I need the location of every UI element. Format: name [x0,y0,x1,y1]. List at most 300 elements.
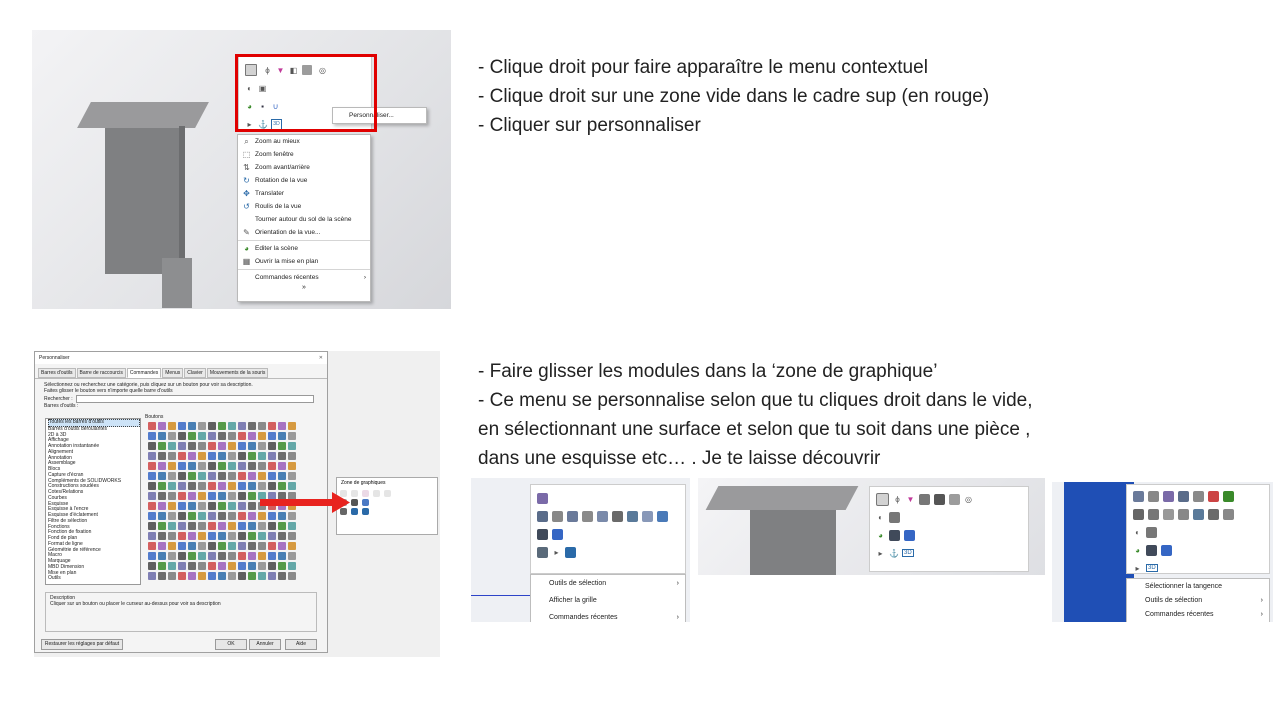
command-button-icon[interactable] [168,502,176,510]
category-item[interactable]: Annotation [48,454,72,461]
command-button-icon[interactable] [198,532,206,540]
command-button-icon[interactable] [198,492,206,500]
command-button-icon[interactable] [238,522,246,530]
command-button-icon[interactable] [168,532,176,540]
command-button-icon[interactable] [198,512,206,520]
dialog-tab[interactable]: Clavier [184,368,206,378]
dialog-tab[interactable]: Commandes [127,368,161,378]
command-button-icon[interactable] [218,442,226,450]
cancel-button[interactable]: Annuler [249,639,281,650]
command-button-icon[interactable] [248,512,256,520]
command-button-icon[interactable] [168,522,176,530]
command-button-icon[interactable] [168,442,176,450]
command-button-icon[interactable] [228,532,236,540]
command-button-icon[interactable] [238,482,246,490]
command-button-icon[interactable] [148,562,156,570]
command-button-icon[interactable] [258,472,266,480]
view-icon[interactable]: ◧ [289,65,298,75]
command-button-icon[interactable] [238,542,246,550]
command-button-icon[interactable] [168,492,176,500]
command-button-icon[interactable] [268,522,276,530]
command-button-icon[interactable] [148,502,156,510]
command-button-icon[interactable] [158,532,166,540]
command-button-icon[interactable] [288,522,296,530]
command-button-icon[interactable] [288,442,296,450]
command-button-icon[interactable] [248,552,256,560]
command-button-icon[interactable] [158,482,166,490]
command-button-icon[interactable] [188,482,196,490]
command-button-icon[interactable] [158,512,166,520]
command-button-icon[interactable] [188,492,196,500]
context-menu-item[interactable] [238,187,370,200]
command-button-icon[interactable] [228,502,236,510]
command-button-icon[interactable] [178,482,186,490]
command-button-icon[interactable] [218,422,226,430]
command-button-icon[interactable] [218,432,226,440]
lasso-icon[interactable]: ϕ [265,65,270,75]
command-button-icon[interactable] [208,562,216,570]
command-button-icon[interactable] [218,562,226,570]
command-button-icon[interactable] [288,542,296,550]
command-button-icon[interactable] [258,462,266,470]
command-button-icon[interactable] [208,512,216,520]
command-button-icon[interactable] [148,442,156,450]
appearance-icon[interactable]: ◕ [247,101,252,111]
category-item[interactable]: Affichage [48,437,69,444]
command-button-icon[interactable] [288,482,296,490]
command-button-icon[interactable] [268,442,276,450]
command-button-icon[interactable] [228,492,236,500]
command-button-icon[interactable] [148,472,156,480]
category-item[interactable]: Format de ligne [48,540,83,547]
command-button-icon[interactable] [258,552,266,560]
command-button-icon[interactable] [158,422,166,430]
command-button-icon[interactable] [228,522,236,530]
category-item[interactable]: Toutes les barres d'outils [48,419,140,427]
category-item[interactable]: Géométrie de référence [48,546,101,553]
command-button-icon[interactable] [158,562,166,570]
command-button-icon[interactable] [208,452,216,460]
command-button-icon[interactable] [178,552,186,560]
command-button-icon[interactable] [208,472,216,480]
command-button-icon[interactable] [208,572,216,580]
command-button-icon[interactable] [278,432,286,440]
command-button-icon[interactable] [278,462,286,470]
category-item[interactable]: Assemblage [48,460,76,467]
context-menu-item[interactable] [531,592,685,609]
category-item[interactable]: 2D à 3D [48,431,67,438]
command-button-icon[interactable] [248,452,256,460]
command-button-icon[interactable] [228,472,236,480]
help-button[interactable]: Aide [285,639,317,650]
command-button-icon[interactable] [178,472,186,480]
command-button-icon[interactable] [218,552,226,560]
command-button-icon[interactable] [208,482,216,490]
magnet-icon[interactable]: ∪ [272,101,279,111]
category-item[interactable]: Annotation instantanée [48,443,100,449]
context-menu-item[interactable] [238,135,370,148]
command-button-icon[interactable] [148,572,156,580]
category-item[interactable]: Cotes/Relations [48,489,84,495]
command-button-icon[interactable] [168,562,176,570]
command-button-icon[interactable] [148,522,156,530]
command-button-icon[interactable] [158,432,166,440]
search-input[interactable] [76,395,314,403]
command-button-icon[interactable] [238,532,246,540]
command-button-icon[interactable] [168,432,176,440]
command-button-icon[interactable] [188,462,196,470]
command-button-icon[interactable] [188,552,196,560]
context-menu-item[interactable] [238,271,370,284]
command-button-icon[interactable] [258,522,266,530]
command-button-icon[interactable] [148,452,156,460]
command-button-icon[interactable] [148,552,156,560]
dialog-tab[interactable]: Barres d'outils [38,368,76,378]
command-button-icon[interactable] [228,442,236,450]
command-button-icon[interactable] [178,422,186,430]
command-button-icon[interactable] [198,442,206,450]
command-button-icon[interactable] [178,532,186,540]
command-button-icon[interactable] [228,432,236,440]
category-item[interactable]: Esquisse d'éclatement [48,512,98,518]
command-button-icon[interactable] [208,532,216,540]
command-button-icon[interactable] [238,572,246,580]
command-button-icon[interactable] [278,562,286,570]
command-button-icon[interactable] [218,502,226,510]
context-menu-item[interactable] [1127,607,1269,621]
command-button-icon[interactable] [228,462,236,470]
command-button-icon[interactable] [168,472,176,480]
command-button-icon[interactable] [168,512,176,520]
command-button-icon[interactable] [288,562,296,570]
command-button-icon[interactable] [178,522,186,530]
command-button-icon[interactable] [278,542,286,550]
category-item[interactable]: Esquisse à l'encre [48,506,89,513]
command-button-icon[interactable] [288,432,296,440]
command-button-icon[interactable] [268,552,276,560]
command-button-icon[interactable] [188,452,196,460]
command-button-icon[interactable] [198,552,206,560]
command-button-icon[interactable] [158,462,166,470]
command-button-icon[interactable] [228,552,236,560]
command-button-icon[interactable] [258,432,266,440]
3d-icon[interactable]: 3D [1148,565,1156,571]
category-item[interactable]: Mise en plan [48,569,77,576]
magnify-icon[interactable]: ◎ [319,65,326,75]
command-button-icon[interactable] [198,482,206,490]
close-icon[interactable]: ✕ [318,355,323,361]
command-button-icon[interactable] [208,462,216,470]
command-button-icon[interactable] [248,572,256,580]
command-button-icon[interactable] [238,552,246,560]
command-button-icon[interactable] [178,492,186,500]
command-button-icon[interactable] [168,452,176,460]
command-button-icon[interactable] [218,492,226,500]
command-button-icon[interactable] [278,522,286,530]
command-button-icon[interactable] [188,442,196,450]
command-button-icon[interactable] [168,552,176,560]
command-button-icon[interactable] [148,482,156,490]
command-button-icon[interactable] [268,432,276,440]
command-button-icon[interactable] [198,562,206,570]
command-button-icon[interactable] [268,422,276,430]
command-button-icon[interactable] [268,452,276,460]
command-button-icon[interactable] [178,542,186,550]
command-button-icon[interactable] [238,502,246,510]
command-button-icon[interactable] [178,572,186,580]
category-item[interactable]: Capture d'écran [48,471,84,478]
command-button-icon[interactable] [208,422,216,430]
command-button-icon[interactable] [208,502,216,510]
command-button-icon[interactable] [278,552,286,560]
command-button-icon[interactable] [148,432,156,440]
command-button-icon[interactable] [148,462,156,470]
ok-button[interactable]: OK [215,639,247,650]
command-button-icon[interactable] [208,522,216,530]
command-button-icon[interactable] [238,492,246,500]
command-button-icon[interactable] [168,422,176,430]
command-button-icon[interactable] [208,542,216,550]
category-item[interactable]: Constructions soudées [48,483,99,490]
command-button-icon[interactable] [188,542,196,550]
command-button-icon[interactable] [278,482,286,490]
command-button-icon[interactable] [248,532,256,540]
filter-icon[interactable]: ▼ [276,65,285,75]
command-button-icon[interactable] [268,542,276,550]
command-button-icon[interactable] [278,472,286,480]
context-menu-item[interactable] [531,609,685,622]
command-button-icon[interactable] [218,462,226,470]
context-menu-item[interactable] [238,226,370,239]
dialog-tab[interactable]: Menus [162,368,183,378]
command-button-icon[interactable] [198,522,206,530]
command-button-icon[interactable] [198,422,206,430]
command-button-icon[interactable] [188,572,196,580]
command-button-icon[interactable] [248,522,256,530]
command-button-icon[interactable] [158,452,166,460]
command-button-icon[interactable] [288,462,296,470]
command-button-icon[interactable] [228,452,236,460]
command-button-icon[interactable] [158,552,166,560]
command-button-icon[interactable] [188,562,196,570]
more-items-icon[interactable]: » [302,284,306,291]
3d-icon[interactable]: 3D [904,550,912,556]
category-list[interactable] [45,418,141,585]
command-button-icon[interactable] [218,522,226,530]
category-item[interactable]: Alignement [48,448,74,455]
command-button-icon[interactable] [188,512,196,520]
command-button-icon[interactable] [278,452,286,460]
command-button-icon[interactable] [158,542,166,550]
command-button-icon[interactable] [258,562,266,570]
command-button-icon[interactable] [198,572,206,580]
expand-arrow-icon[interactable]: ▸ [247,119,252,129]
command-button-icon[interactable] [158,492,166,500]
command-button-icon[interactable] [178,432,186,440]
command-button-icon[interactable] [218,452,226,460]
context-menu-item[interactable] [1127,593,1269,607]
command-button-icon[interactable] [258,452,266,460]
category-item[interactable]: Macro [48,552,62,559]
command-button-icon[interactable] [258,572,266,580]
command-button-icon[interactable] [268,532,276,540]
command-button-icon[interactable] [248,472,256,480]
command-button-icon[interactable] [148,512,156,520]
context-menu-item[interactable] [238,148,370,161]
command-button-icon[interactable] [168,482,176,490]
command-button-icon[interactable] [248,492,256,500]
command-button-icon[interactable] [238,562,246,570]
command-button-icon[interactable] [198,452,206,460]
command-button-icon[interactable] [188,532,196,540]
context-menu-item[interactable] [238,242,370,255]
command-button-icon[interactable] [178,512,186,520]
anchor-icon[interactable]: ⚓ [258,119,268,129]
command-button-icon[interactable] [178,452,186,460]
command-button-icon[interactable] [188,422,196,430]
context-menu-item[interactable] [238,161,370,174]
command-button-icon[interactable] [268,482,276,490]
command-button-icon[interactable] [228,562,236,570]
command-button-icon[interactable] [278,442,286,450]
command-button-icon[interactable] [198,462,206,470]
command-button-icon[interactable] [278,572,286,580]
command-button-icon[interactable] [268,472,276,480]
command-button-icon[interactable] [248,502,256,510]
hide-icon[interactable]: ◐ [247,83,252,93]
command-button-icon[interactable] [248,422,256,430]
command-button-icon[interactable] [178,462,186,470]
category-item[interactable]: Barres d'outils déroulantes [48,425,108,432]
command-button-icon[interactable] [248,482,256,490]
command-button-icon[interactable] [268,562,276,570]
command-button-icon[interactable] [258,482,266,490]
command-button-icon[interactable] [168,572,176,580]
command-button-icon[interactable] [218,482,226,490]
command-button-icon[interactable] [218,512,226,520]
command-button-icon[interactable] [228,482,236,490]
command-button-icon[interactable] [198,542,206,550]
category-item[interactable]: Compléments de SOLIDWORKS [48,477,122,484]
category-item[interactable]: Fonction de fixation [48,529,92,536]
command-button-icon[interactable] [238,422,246,430]
category-item[interactable]: MBD Dimension [48,563,85,570]
category-item[interactable]: Fond de plan [48,535,78,541]
command-button-icon[interactable] [228,572,236,580]
command-button-icon[interactable] [158,472,166,480]
command-button-icon[interactable] [268,572,276,580]
command-button-icon[interactable] [258,542,266,550]
command-button-icon[interactable] [148,532,156,540]
command-button-icon[interactable] [208,442,216,450]
command-button-icon[interactable] [158,522,166,530]
context-menu-item[interactable] [238,200,370,213]
command-button-icon[interactable] [208,492,216,500]
command-button-icon[interactable] [288,422,296,430]
command-button-icon[interactable] [238,472,246,480]
command-button-icon[interactable] [208,432,216,440]
context-menu-item[interactable] [238,255,370,268]
command-button-icon[interactable] [238,442,246,450]
command-button-icon[interactable] [178,562,186,570]
command-button-icon[interactable] [188,432,196,440]
command-button-icon[interactable] [248,562,256,570]
category-item[interactable]: Blocs [48,466,61,472]
command-button-icon[interactable] [248,462,256,470]
context-menu-item[interactable] [238,213,370,226]
3d-icon[interactable]: 3D [271,119,282,130]
command-button-icon[interactable] [228,542,236,550]
restore-defaults-button[interactable]: Restaurer les réglages par défaut [41,639,123,650]
dialog-tab[interactable]: Mouvements de la souris [207,368,269,378]
command-button-icon[interactable] [268,462,276,470]
command-button-icon[interactable] [238,462,246,470]
category-item[interactable]: Marquage [48,558,71,564]
command-button-icon[interactable] [218,542,226,550]
command-button-icon[interactable] [288,572,296,580]
command-button-icon[interactable] [178,502,186,510]
command-button-icon[interactable] [238,432,246,440]
command-button-icon[interactable] [198,472,206,480]
command-button-icon[interactable] [188,472,196,480]
command-button-icon[interactable] [168,542,176,550]
command-button-icon[interactable] [158,572,166,580]
command-button-icon[interactable] [228,422,236,430]
category-item[interactable]: Esquisse [48,500,69,507]
display-style-icon[interactable]: ▣ [258,83,267,93]
command-button-icon[interactable] [218,472,226,480]
category-item[interactable]: Filtre de sélection [48,517,88,524]
category-item[interactable]: Courbes [48,494,67,501]
command-button-icon[interactable] [248,442,256,450]
command-button-icon[interactable] [228,512,236,520]
command-button-icon[interactable] [148,422,156,430]
context-menu-item[interactable] [238,174,370,187]
context-menu-item[interactable] [531,575,685,592]
command-button-icon[interactable] [148,492,156,500]
customize-menu-item[interactable]: Personnaliser... [349,112,394,119]
command-button-icon[interactable] [188,522,196,530]
command-button-icon[interactable] [258,422,266,430]
save-icon[interactable]: ▪ [261,101,264,111]
command-button-icon[interactable] [158,502,166,510]
command-button-icon[interactable] [238,512,246,520]
command-button-icon[interactable] [198,502,206,510]
command-button-icon[interactable] [158,442,166,450]
command-button-icon[interactable] [288,452,296,460]
command-button-icon[interactable] [258,442,266,450]
command-button-icon[interactable] [248,432,256,440]
context-menu-item[interactable] [1127,579,1269,593]
command-button-icon[interactable] [178,442,186,450]
dialog-tab[interactable]: Barre de raccourcis [77,368,126,378]
command-button-icon[interactable] [238,452,246,460]
command-button-icon[interactable] [218,532,226,540]
command-button-icon[interactable] [258,532,266,540]
command-button-icon[interactable] [288,532,296,540]
command-button-icon[interactable] [288,552,296,560]
command-button-icon[interactable] [278,422,286,430]
command-button-icon[interactable] [248,542,256,550]
category-item[interactable]: Fonctions [48,523,70,530]
command-button-icon[interactable] [198,432,206,440]
category-item[interactable]: Outils [48,575,61,582]
command-button-icon[interactable] [168,462,176,470]
command-button-icon[interactable] [288,472,296,480]
command-button-icon[interactable] [188,502,196,510]
command-button-icon[interactable] [218,572,226,580]
command-button-icon[interactable] [208,552,216,560]
